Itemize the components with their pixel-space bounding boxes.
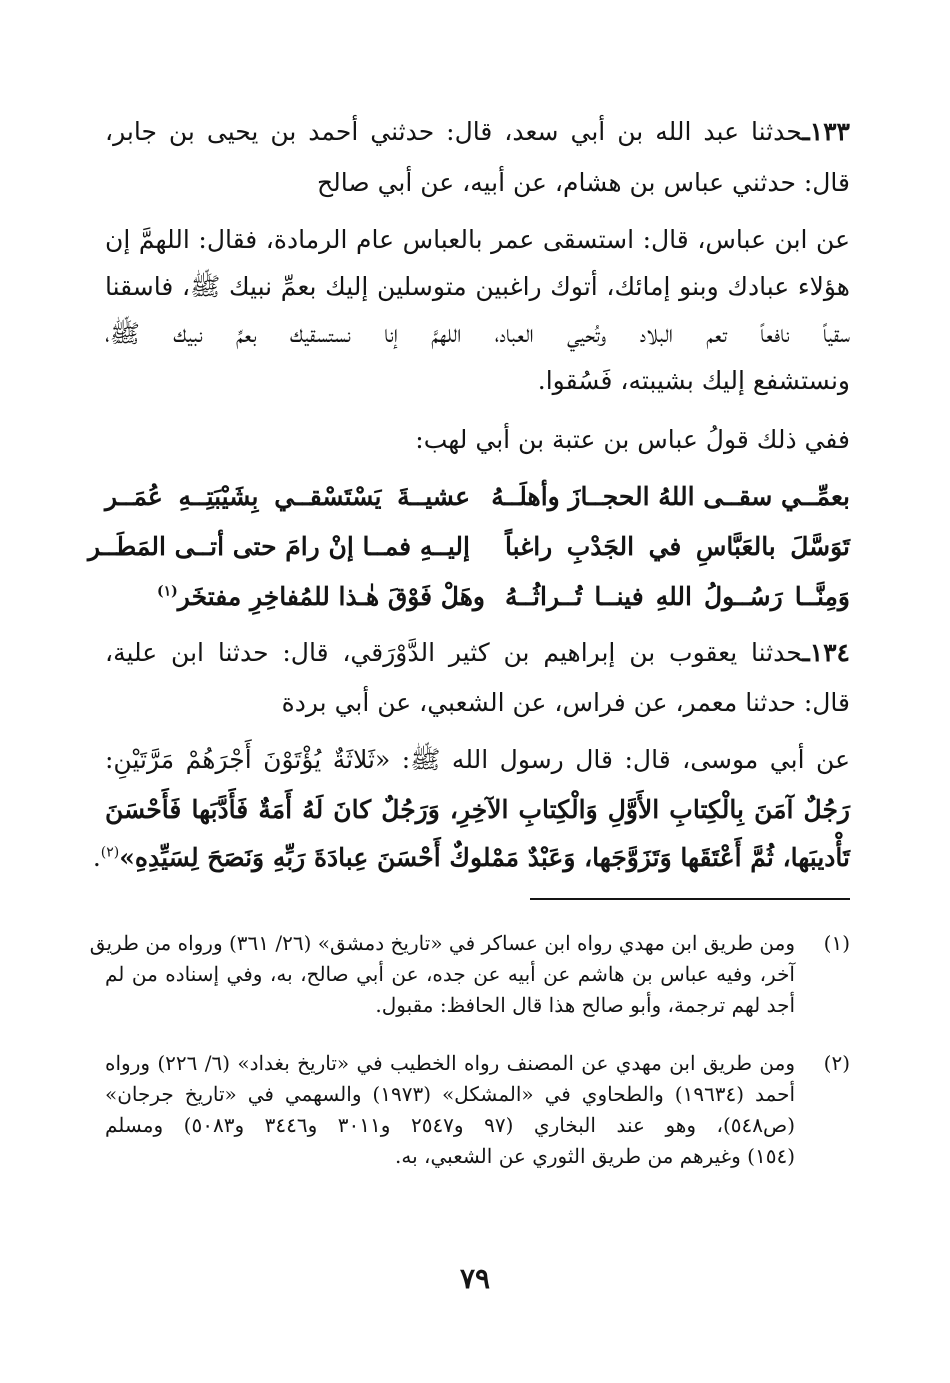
footnote-separator [530, 898, 850, 900]
verse-2-second-hemistich: إليــهِ فمــا إنْ رامَ حتى أتــى المَطَــر [87, 532, 470, 561]
hadith-133-chain-line2: قال: حدثني عباس بن هشام، عن أبيه، عن أبي صالح [317, 168, 850, 197]
verse-1-first-hemistich: بعمِّــي سقــى اللهُ الحجــازَ وأهلَــهُ [491, 482, 850, 511]
verse-3-second-hemistich: وهَلْ فَوْقَ هٰـذا للمُفاخِرِ مفتخَر [177, 582, 485, 611]
hadith-134-number: ١٣٤ـ [802, 638, 850, 667]
poem-intro: ففي ذلك قولُ عباس بن عتبة بن أبي لهب: [415, 425, 850, 454]
hadith-134-header-line1 [105, 633, 850, 673]
hadith-134-body-line2: رَجُلٌ آمَنَ بِالْكِتابِ الأَوَّلِ وَالْكِتابِ الآخِرِ، وَرَجُلٌ كانَ لَهُ أَمَةٌ فَأَدَّبَها فَأَحْسَنَ [105, 795, 850, 824]
footnote-1 [89, 928, 850, 1028]
page-number: ٧٩ [459, 1262, 491, 1295]
verse-1-second-hemistich: عشيــةَ يَسْتَسْقــي بِشَيْبَتِــهِ عُمَــر [105, 482, 470, 511]
hadith-134-body-line3: تَأْديبَها، ثُمَّ أَعْتَقَها وَتَزَوَّجَها، وَعَبْدٌ مَمْلوكٌ أَحْسَنَ عِبادَةَ رَبِّهِ وَنَصَحَ لِسَيِّدِهِ» [119, 843, 850, 872]
footnote-2-line1: ومن طريق ابن مهدي عن المصنف رواه الخطيب في «تاريخ بغداد» (٦/ ٢٢٦) ورواه [105, 1051, 795, 1075]
hadith-133-number: ١٣٣ـ [802, 117, 850, 146]
footnote-2-line2: أحمد (١٩٦٣٤) والطحاوي في «المشكل» (١٩٧٣) والسهمي في «تاريخ جرجان» [105, 1082, 796, 1106]
footnote-2-line3: (ص٥٤٨)، وهو عند البخاري (٩٧ و٢٥٤٧ و٣٠١١ و٣٤٤٦ و٥٠٨٣) ومسلم [105, 1113, 795, 1137]
footnote-2 [105, 1048, 850, 1178]
footnote-2-line4: (١٥٤) وغيرهم من طريق الثوري عن الشعبي، به. [395, 1144, 795, 1168]
hadith-133-body-line2: هؤلاء عبادك وبنو إمائك، أتوك راغبين متوسلين إليك بعمِّ نبيك ﷺ، فاسقنا [105, 272, 850, 301]
footnote-ref-1[interactable]: (١) [157, 583, 178, 600]
hadith-134-chain-line2: قال: حدثنا معمر، عن فراس، عن الشعبي، عن أبي بردة [281, 688, 850, 717]
hadith-133-header-line1 [105, 112, 850, 152]
verse-3-second-hemistich-wrap [105, 577, 485, 617]
footnote-1-line2: آخر، وفيه عباس بن هاشم عن أبيه عن جده، عن أبي صالح، به، وفي إسناده من لم [105, 962, 795, 986]
hadith-134-chain-line1: حدثنا يعقوب بن إبراهيم بن كثير الدَّوْرَقي، قال: حدثنا ابن علية، [105, 638, 803, 667]
hadith-134-body-line3-wrap: تَأْديبَها، ثُمَّ أَعْتَقَها وَتَزَوَّجَها، وَعَبْدٌ مَمْلوكٌ أَحْسَنَ عِبادَةَ رَبِّهِ وَنَصَحَ لِسَيِّدِهِ»$^{(٢)}$. [92, 843, 850, 872]
footnote-1-mark: (١) [823, 931, 850, 955]
hadith-133-body-line3: سقياً نافعاً تعم البلاد وتُحيي العباد، اللهمَّ إنا نستسقيك بعمِّ نبيك ﷺ، [105, 319, 850, 348]
hadith-133-body-line4: ونستشفع إليك بشيبته، فَسُقوا. [537, 366, 850, 395]
verse-3-first-hemistich: وَمِنَّــا رَسُــولُ اللهِ فينــا تُــراثُــهُ [505, 582, 850, 611]
footnote-2-mark: (٢) [823, 1051, 850, 1075]
hadith-134-body-line1: عن أبي موسى، قال: قال رسول الله ﷺ: «ثَلاثَةٌ يُؤْتَوْنَ أَجْرَهُمْ مَرَّتَيْنِ: [105, 745, 850, 774]
footnote-1-line1: ومن طريق ابن مهدي رواه ابن عساكر في «تاريخ دمشق» (٢٦/ ٣٦١) ورواه من طريق [89, 931, 795, 955]
hadith-133-chain-line1: حدثنا عبد الله بن أبي سعد، قال: حدثني أحمد بن يحيى بن جابر، [105, 117, 803, 146]
footnote-1-line3: أجد لهم ترجمة، وأبو صالح هذا قال الحافظ: مقبول. [375, 993, 795, 1017]
footnote-ref-2[interactable]: (٢) [100, 844, 120, 861]
hadith-133-body-line1: عن ابن عباس، قال: استسقى عمر بالعباس عام الرمادة، فقال: اللهمَّ إن [105, 225, 850, 254]
verse-2-first-hemistich: تَوَسَّلَ بالعَبَّاسِ في الجَدْبِ راغباً [505, 532, 850, 561]
